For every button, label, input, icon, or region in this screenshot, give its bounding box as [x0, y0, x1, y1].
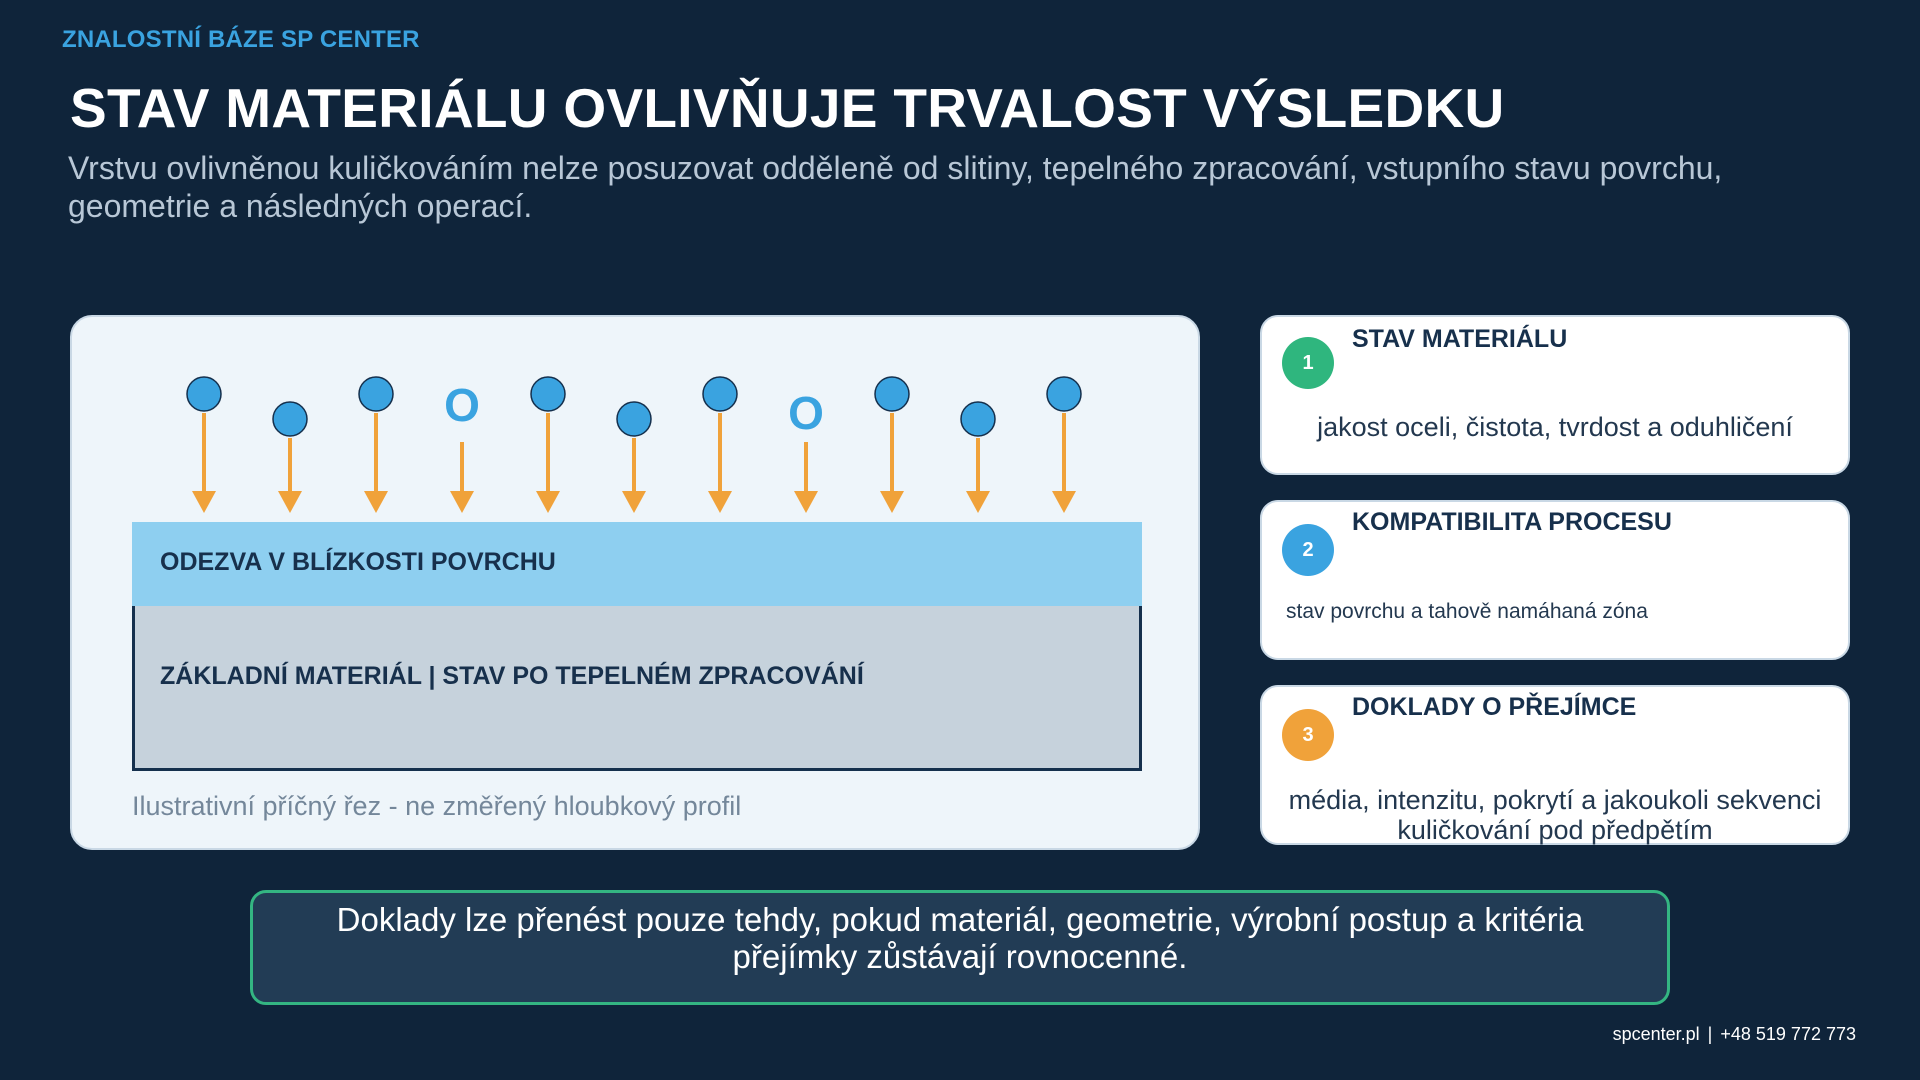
factor-card-material: [1260, 315, 1850, 475]
diagram-caption: Ilustrativní příčný řez - ne změřený hloubkový profil: [132, 791, 742, 821]
shot-stream-3: [359, 377, 393, 513]
footer-website-link[interactable]: spcenter.pl: [1612, 1024, 1700, 1044]
base-material-layer: [132, 606, 1142, 771]
shot-marker-text: O: [444, 379, 480, 431]
base-material-label: ZÁKLADNÍ MATERIÁL | STAV PO TEPELNÉM ZPRACOVÁNÍ: [160, 662, 864, 690]
near-surface-layer: [132, 522, 1142, 606]
shot-stream-10: [961, 402, 995, 513]
card-text: média, intenzitu, pokrytí a jakoukoli sekvenci kuličkování pod předpětím: [1288, 785, 1822, 845]
shot-stream-11: [1047, 377, 1081, 513]
footer-contact: [1613, 1024, 1856, 1045]
page-subtitle: Vrstvu ovlivněnou kuličkováním nelze posuzovat odděleně od slitiny, tepelného zpracování, vstupního stavu povrchu, geometrie a následných operací.: [68, 150, 1723, 224]
shot-stream-4: [444, 379, 480, 513]
shot-stream-8: [788, 387, 824, 513]
footer-phone[interactable]: +48 519 772 773: [1720, 1024, 1856, 1044]
card-number-badge: 3: [1282, 709, 1334, 761]
card-title: STAV MATERIÁLU: [1352, 325, 1568, 353]
callout-text: Doklady lze přenést pouze tehdy, pokud materiál, geometrie, výrobní postup a kritéria přejímky zůstávají rovnocenné.: [336, 900, 1584, 975]
shot-stream-9: [875, 377, 909, 513]
factor-card-acceptance: [1260, 685, 1850, 845]
card-title: KOMPATIBILITA PROCESU: [1352, 508, 1672, 536]
card-text: stav povrchu a tahově namáhaná zóna: [1286, 600, 1648, 623]
key-message-callout: [250, 890, 1670, 1005]
shot-marker-text: O: [788, 387, 824, 439]
kicker-label: ZNALOSTNÍ BÁZE SP CENTER: [62, 26, 420, 53]
shot-stream-2: [273, 402, 307, 513]
near-surface-label: ODEZVA V BLÍZKOSTI POVRCHU: [160, 548, 556, 576]
factor-card-process: [1260, 500, 1850, 660]
card-text: jakost oceli, čistota, tvrdost a oduhličení: [1317, 412, 1793, 442]
card-title: DOKLADY O PŘEJÍMCE: [1352, 693, 1637, 721]
card-number-badge: 2: [1282, 524, 1334, 576]
cross-section-panel: [70, 315, 1200, 850]
shot-stream-7: [703, 377, 737, 513]
card-number-badge: 1: [1282, 337, 1334, 389]
footer-separator: |: [1707, 1024, 1713, 1044]
shot-stream-5: [531, 377, 565, 513]
shot-stream-1: [187, 377, 221, 513]
page-title: STAV MATERIÁLU OVLIVŇUJE TRVALOST VÝSLEDKU: [70, 77, 1505, 139]
shot-stream-6: [617, 402, 651, 513]
